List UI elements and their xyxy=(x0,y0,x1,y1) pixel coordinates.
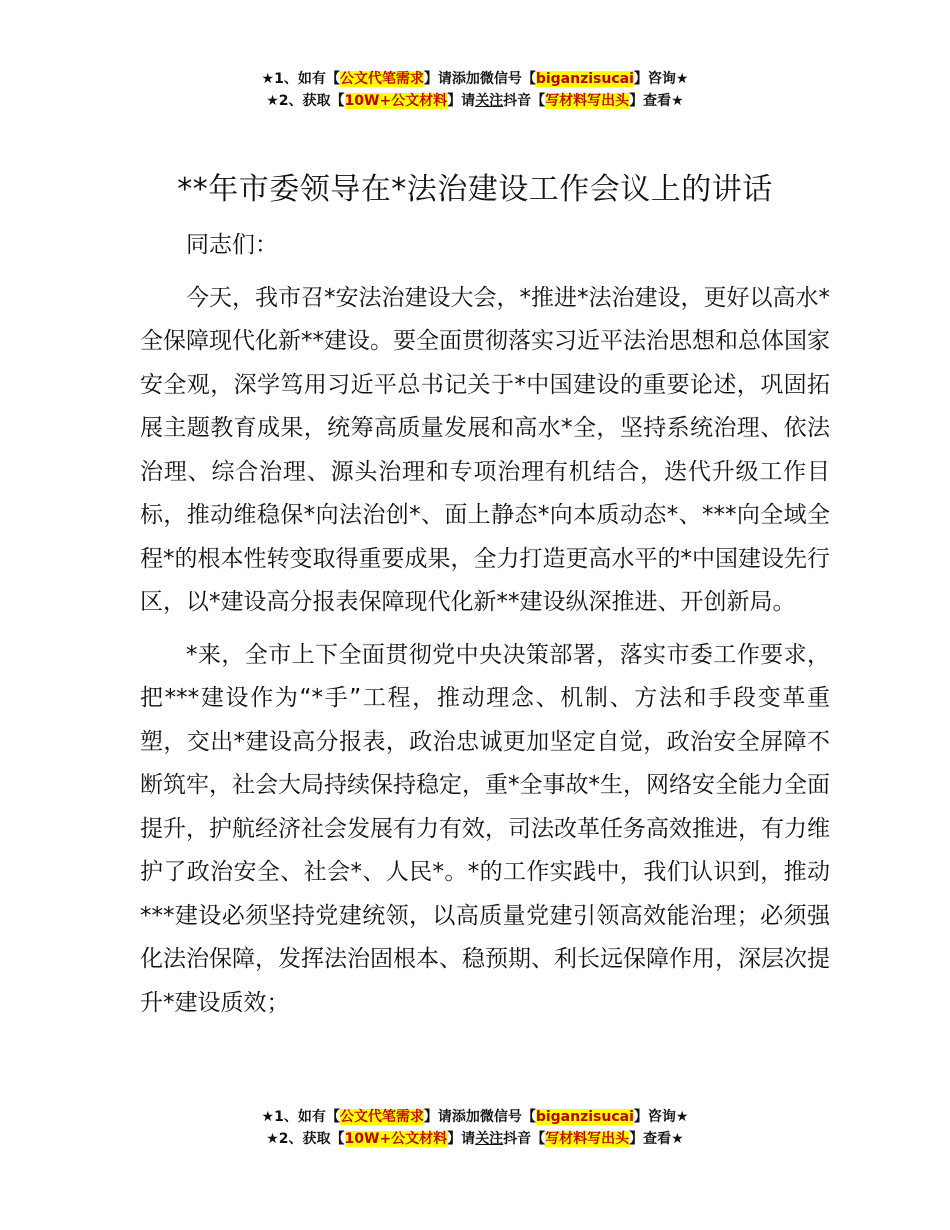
banner-line-1 xyxy=(0,68,950,90)
highlight-text: 10W+公文材料 xyxy=(344,1131,448,1147)
banner-line-2 xyxy=(0,1128,950,1150)
highlight-text: 写材料写出头 xyxy=(545,93,630,109)
banner-text: 】请 xyxy=(447,1131,476,1147)
banner-text: ★2、获取【 xyxy=(266,93,345,109)
banner-text: 】查看★ xyxy=(629,1131,684,1147)
underlined-text: 关注 xyxy=(475,1131,504,1147)
body-paragraph: *来，全市上下全面贯彻党中央决策部署，落实市委工作要求，把***建设作为“*手”工程，推动理念、机制、方法和手段变革重塑，交出*建设高分报表，政治忠诚更加坚定自觉，政治安全屏障不断筑牢，社会大局持续保持稳定，重*全事故*生，网络安全能力全面提升，护航经济社会发展有力有效，司法改革任务高效推进，有力维护了政治安全、社会*、人民*。*的工作实践中，我们认识到，推动***建设必须坚持党建统领，以高质量党建引领高效能治理；必须强化法治保障，发挥法治固根本、稳预期、利长远保障作用，深层次提升*建设质效； xyxy=(140,641,830,1016)
salutation: 同志们： xyxy=(186,232,278,258)
highlight-wechat-id: biganzisucai xyxy=(535,1109,634,1125)
footer-banner xyxy=(0,1106,950,1150)
banner-text: 】咨询★ xyxy=(633,71,689,87)
document-title: **年市委领导在*法治建设工作会议上的讲话 xyxy=(177,172,773,207)
banner-text: 】咨询★ xyxy=(633,1109,689,1125)
highlight-wechat-id: biganzisucai xyxy=(535,71,634,87)
banner-line-2 xyxy=(0,90,950,112)
body-paragraph: 今天，我市召*安法治建设大会，*推进*法治建设，更好以高水*全保障现代化新**建设。要全面贯彻落实习近平法治思想和总体国家安全观，深学笃用习近平总书记关于*中国建设的重要论述，巩固拓展主题教育成果，统筹高质量发展和高水*全，坚持系统治理、依法治理、综合治理、源头治理和专项治理有机结合，迭代升级工作目标，推动维稳保*向法治创*、面上静态*向本质动态*、***向全域全程*的根本性转变取得重要成果，全力打造更高水平的*中国建设先行区，以*建设高分报表保障现代化新**建设纵深推进、开创新局。 xyxy=(140,284,830,615)
banner-text: 】请 xyxy=(447,93,476,109)
document-body xyxy=(140,224,830,1025)
highlight-text: 10W+公文材料 xyxy=(344,93,448,109)
banner-text: 】请添加微信号【 xyxy=(423,1109,536,1125)
banner-text: 抖音【 xyxy=(503,93,546,109)
underlined-text: 关注 xyxy=(475,93,504,109)
banner-text: ★1、如有【 xyxy=(261,1109,340,1125)
banner-text: ★2、获取【 xyxy=(266,1131,345,1147)
banner-text: 】请添加微信号【 xyxy=(423,71,536,87)
banner-text: 抖音【 xyxy=(503,1131,546,1147)
highlight-text: 写材料写出头 xyxy=(545,1131,630,1147)
header-banner xyxy=(0,68,950,112)
highlight-text: 公文代笔需求 xyxy=(339,71,424,87)
banner-text: 】查看★ xyxy=(629,93,684,109)
banner-text: ★1、如有【 xyxy=(261,71,340,87)
highlight-text: 公文代笔需求 xyxy=(339,1109,424,1125)
banner-line-1 xyxy=(0,1106,950,1128)
